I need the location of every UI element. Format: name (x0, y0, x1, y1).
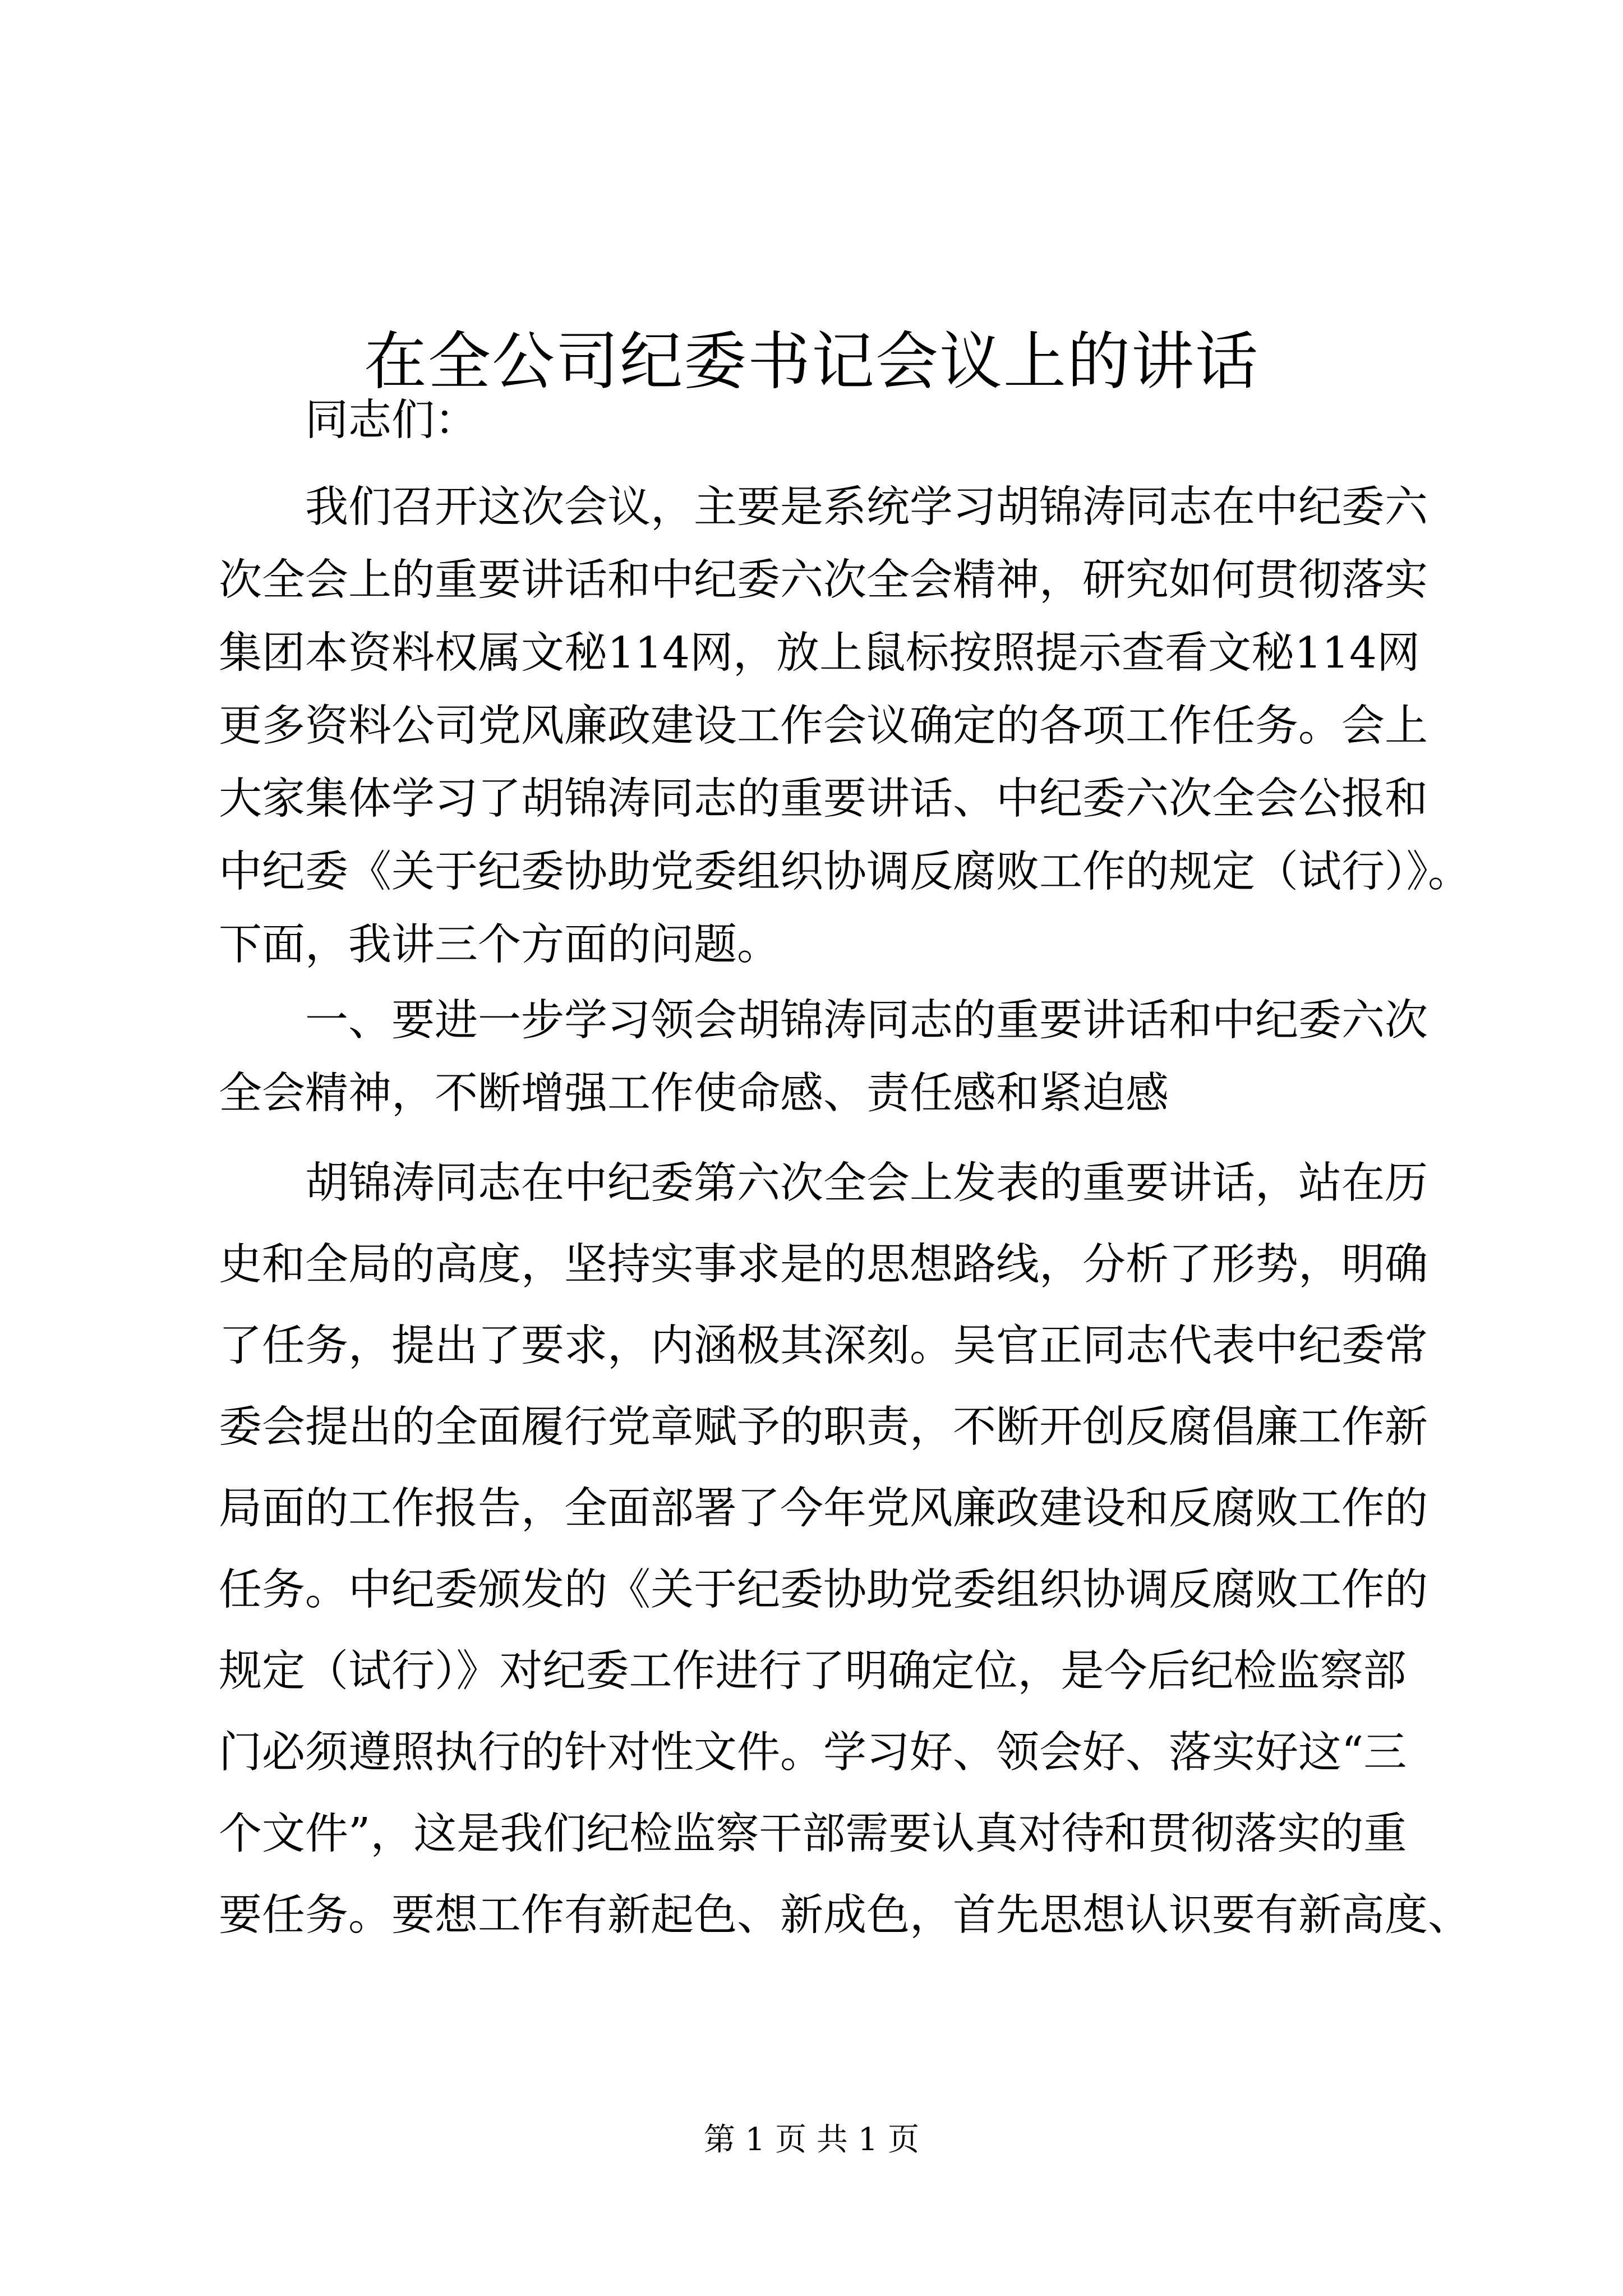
section-heading-line: 一、要进一步学习领会胡锦涛同志的重要讲话和中纪委六次 (305, 996, 1428, 1046)
page-number-footer: 第 1 页 共 1 页 (703, 2122, 920, 2158)
paragraph-line: 了任务，提出了要求，内涵极其深刻。吴官正同志代表中纪委常 (219, 1321, 1428, 1371)
paragraph-line: 要任务。要想工作有新起色、新成色，首先思想认识要有新高度、 (219, 1890, 1471, 1940)
paragraph-line: 集团本资料权属文秘114网，放上鼠标按照提示查看文秘114网 (219, 628, 1420, 678)
paragraph-line: 胡锦涛同志在中纪委第六次全会上发表的重要讲话，站在历 (305, 1158, 1428, 1208)
paragraph-line: 委会提出的全面履行党章赋予的职责，不断开创反腐倡廉工作新 (219, 1402, 1428, 1452)
paragraph-line: 个文件”，这是我们纪检监察干部需要认真对待和贯彻落实的重 (219, 1809, 1407, 1859)
paragraph-line: 大家集体学习了胡锦涛同志的重要讲话、中纪委六次全会公报和 (219, 774, 1428, 824)
salutation: 同志们： (305, 395, 478, 445)
paragraph-line: 我们召开这次会议，主要是系统学习胡锦涛同志在中纪委六 (305, 482, 1428, 532)
paragraph-line: 次全会上的重要讲话和中纪委六次全会精神，研究如何贯彻落实 (219, 555, 1428, 605)
section-heading-line: 全会精神，不断增强工作使命感、责任感和紧迫感 (219, 1069, 1169, 1119)
paragraph-line: 更多资料公司党风廉政建设工作会议确定的各项工作任务。会上 (219, 701, 1428, 751)
paragraph-line: 史和全局的高度，坚持实事求是的思想路线，分析了形势，明确 (219, 1240, 1428, 1290)
paragraph-line: 下面，我讲三个方面的问题。 (219, 920, 780, 970)
paragraph-line: 中纪委《关于纪委协助党委组织协调反腐败工作的规定（试行）》。 (219, 847, 1471, 897)
paragraph-line: 规定（试行）》对纪委工作进行了明确定位，是今后纪检监察部 (219, 1646, 1407, 1696)
paragraph-line: 局面的工作报告，全面部署了今年党风廉政建设和反腐败工作的 (219, 1484, 1428, 1534)
paragraph-line: 门必须遵照执行的针对性文件。学习好、领会好、落实好这“三 (219, 1728, 1407, 1778)
paragraph-line: 任务。中纪委颁发的《关于纪委协助党委组织协调反腐败工作的 (219, 1565, 1428, 1615)
document-title: 在全公司纪委书记会议上的讲话 (364, 325, 1259, 399)
